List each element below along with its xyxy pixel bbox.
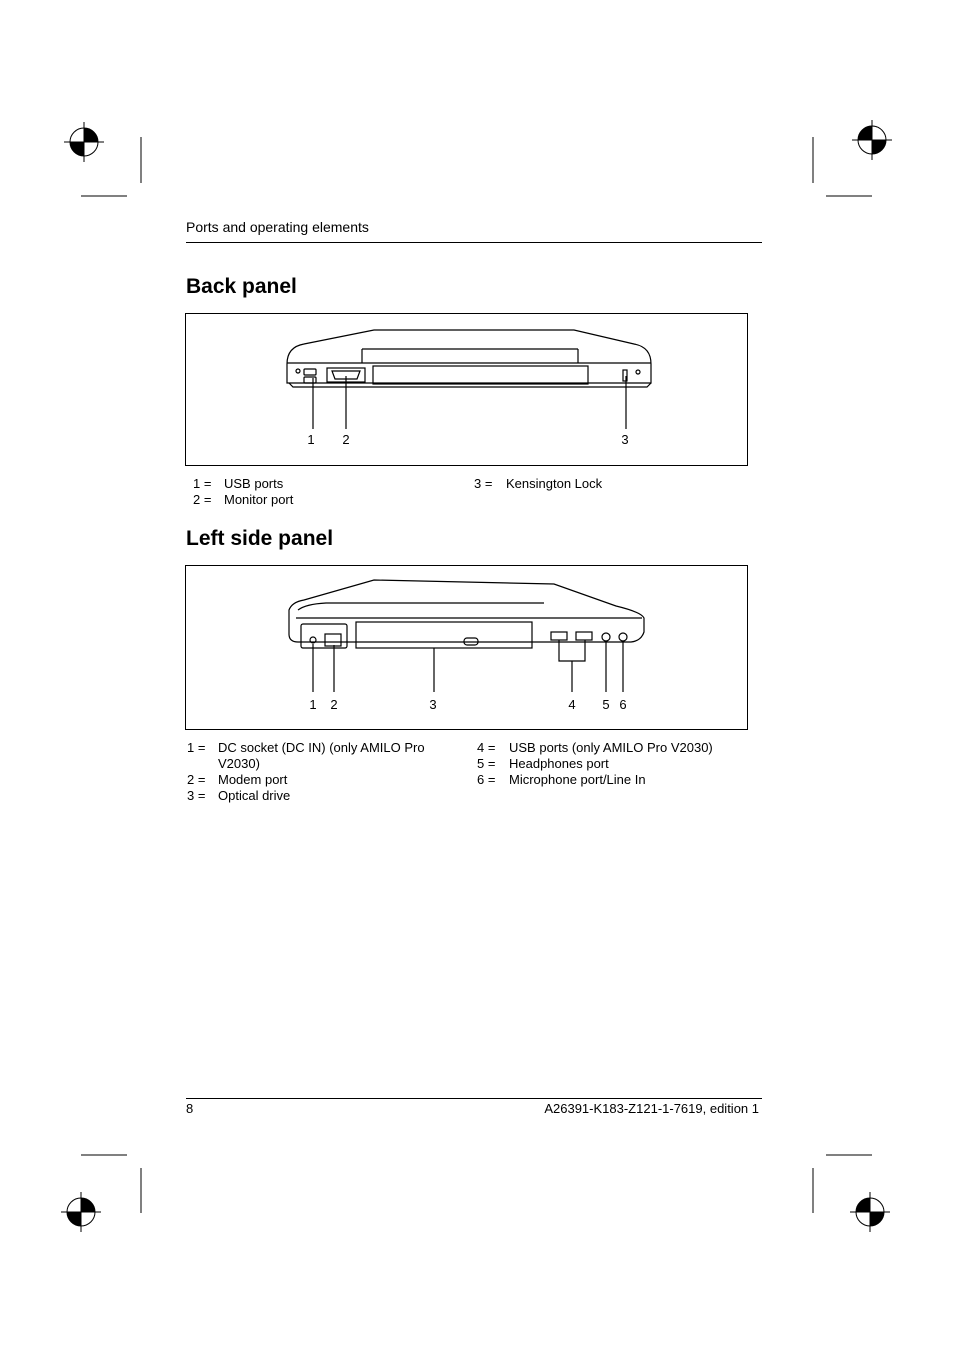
left-callout-3: 3 xyxy=(429,697,437,712)
left-callout-4: 4 xyxy=(568,697,576,712)
page-number: 8 xyxy=(186,1101,194,1116)
left-callout-2: 2 xyxy=(330,697,338,712)
left-side-panel-heading: Left side panel xyxy=(186,527,334,550)
back-callout-3: 3 xyxy=(621,432,629,447)
back-callout-2: 2 xyxy=(342,432,350,447)
running-header: Ports and operating elements xyxy=(186,219,369,235)
back-panel-laptop-drawing xyxy=(186,314,749,467)
left-callout-6: 6 xyxy=(619,697,627,712)
left-callout-1: 1 xyxy=(309,697,317,712)
back-callout-1: 1 xyxy=(307,432,315,447)
document-id: A26391-K183-Z121-1-7619, edition 1 xyxy=(544,1101,759,1116)
left-side-panel-figure xyxy=(185,565,748,730)
left-callout-5: 5 xyxy=(602,697,610,712)
back-panel-heading: Back panel xyxy=(186,275,297,298)
header-rule xyxy=(186,242,762,243)
footer-rule xyxy=(186,1098,762,1099)
back-panel-figure xyxy=(185,313,748,466)
left-side-panel-laptop-drawing xyxy=(186,566,749,731)
